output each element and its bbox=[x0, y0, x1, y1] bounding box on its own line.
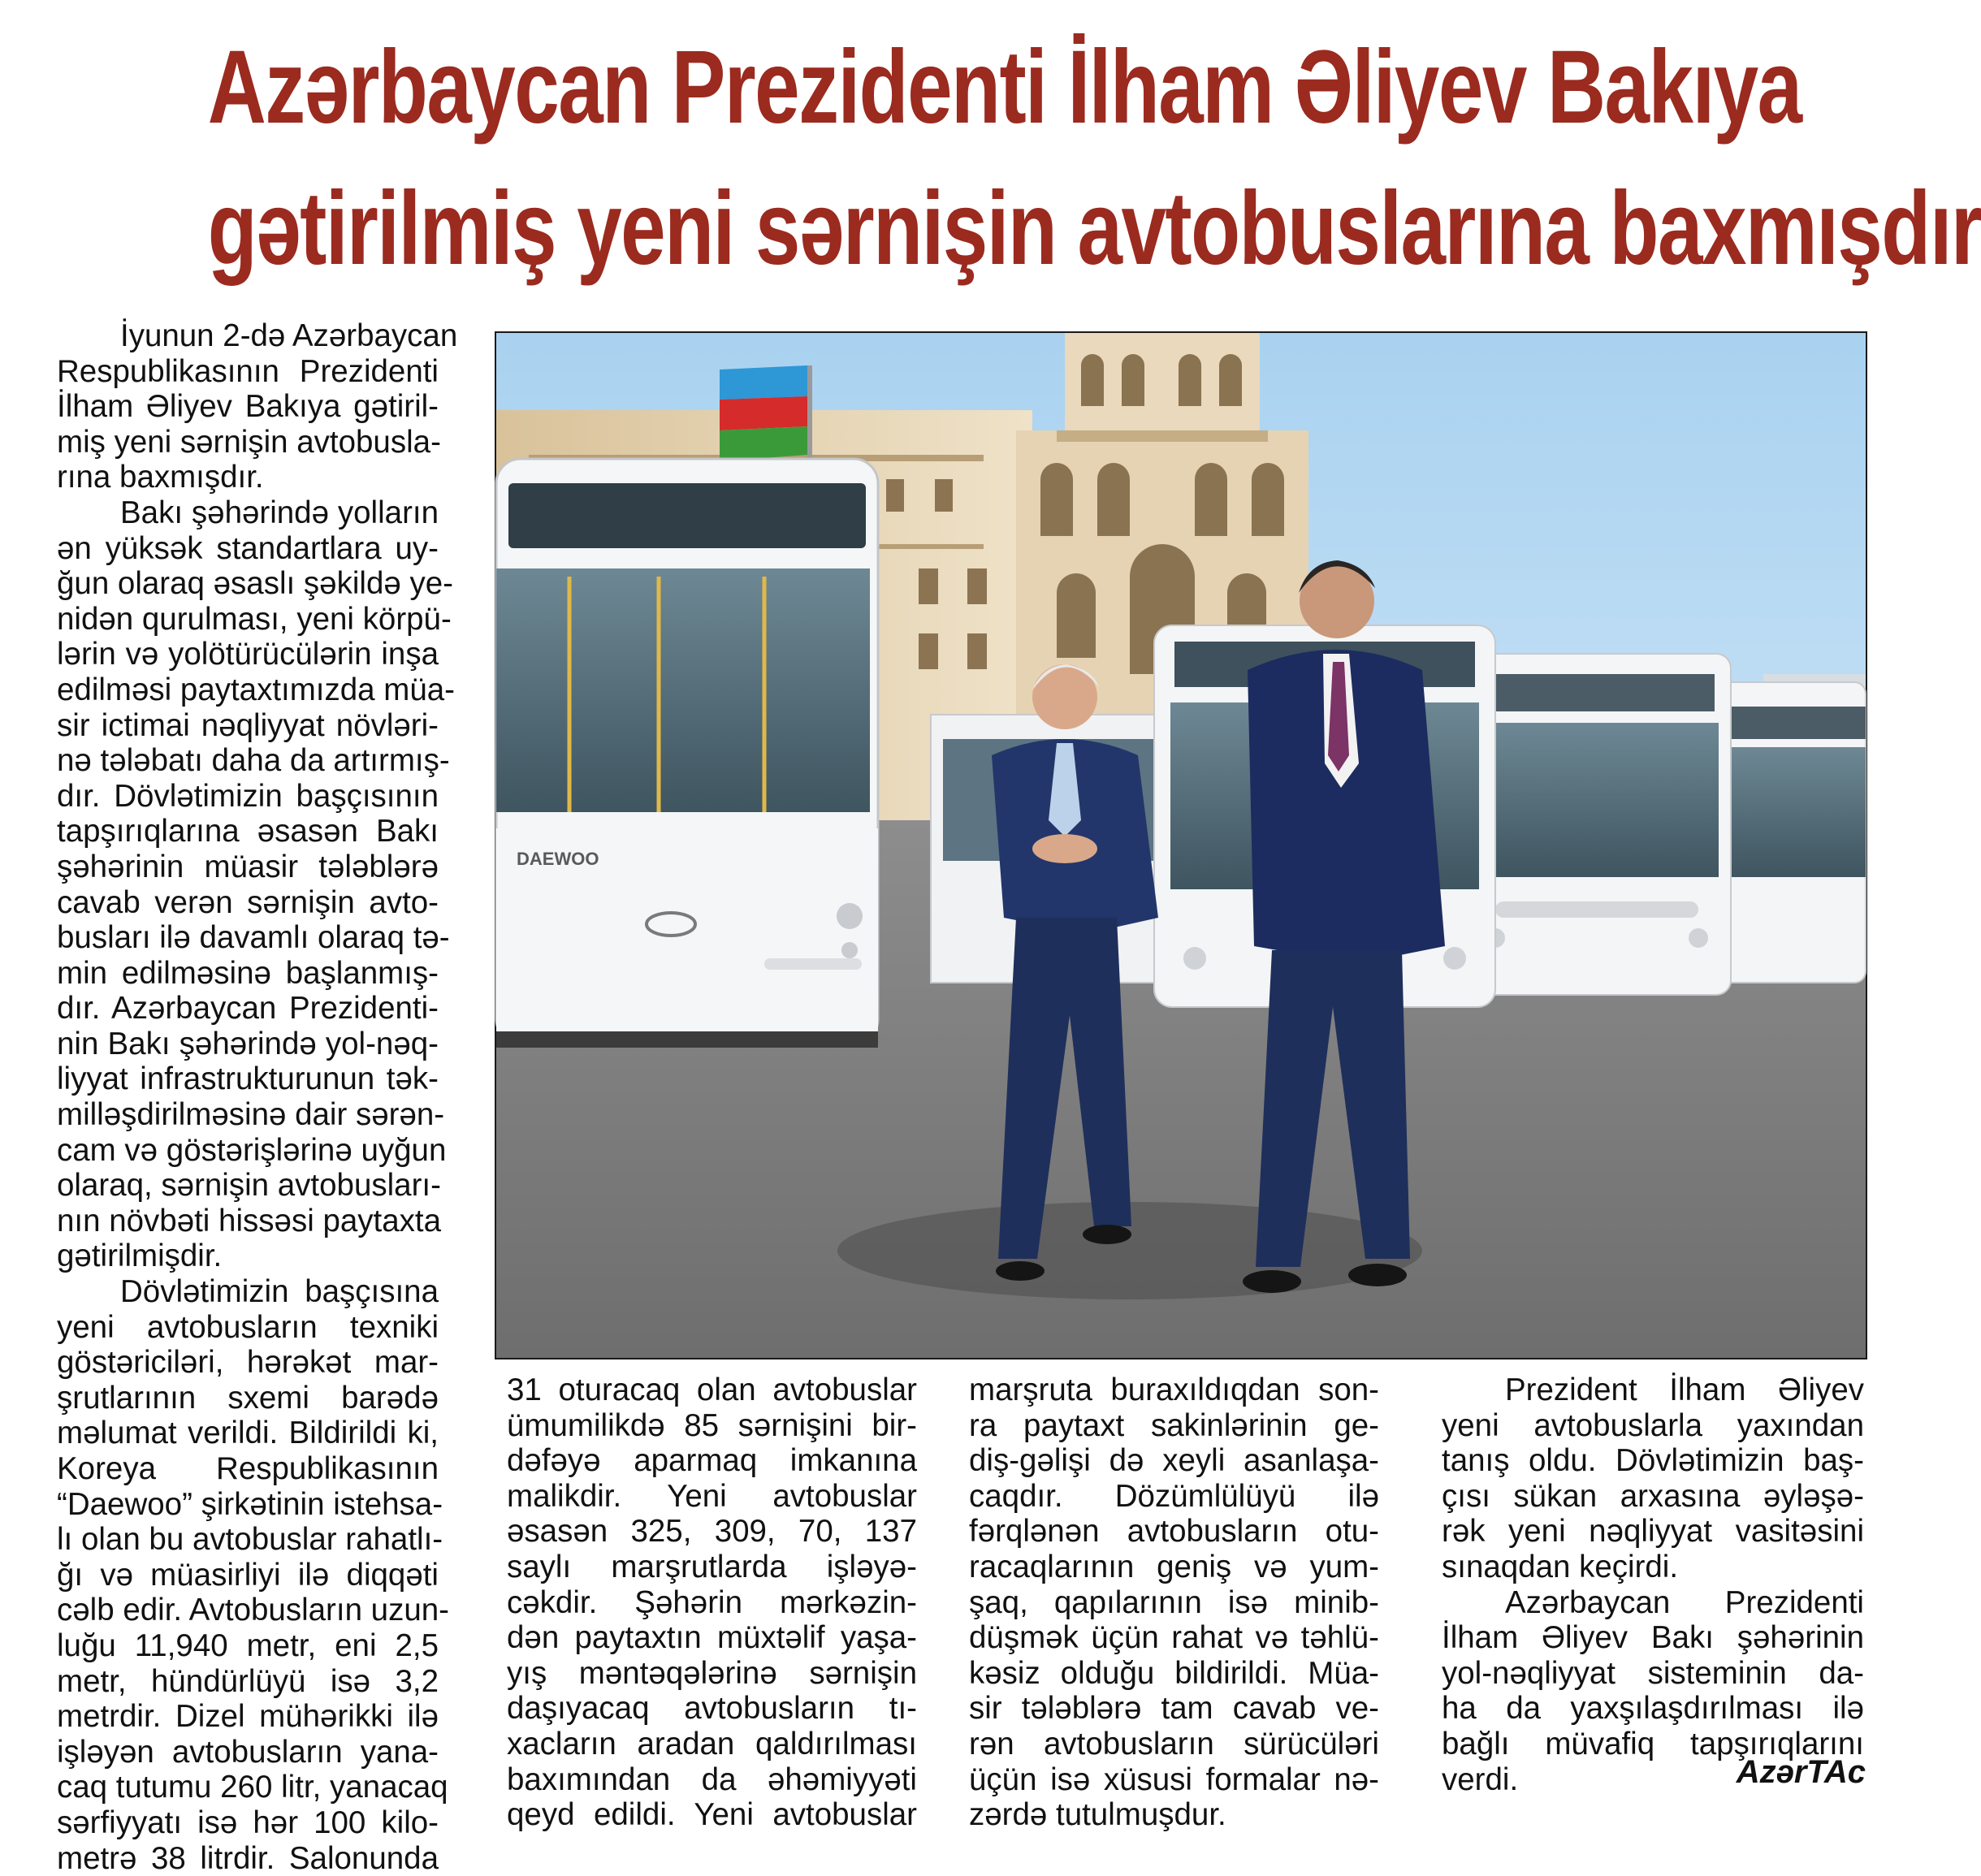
text-line: İyunun 2-də Azərbaycan bbox=[120, 318, 458, 353]
text-line: Azərbaycan Prezidenti bbox=[1505, 1584, 1864, 1620]
text-line: bağlı müvafiq tapşırıqlarını bbox=[1442, 1726, 1864, 1761]
article-column-middle-b bbox=[969, 1372, 1379, 1833]
text-line: cavab verən sərnişin avto- bbox=[57, 884, 439, 920]
text-line: dəfəyə aparmaq imkanına bbox=[507, 1443, 917, 1479]
text-line: cəlb edir. Avtobusların uzun- bbox=[57, 1593, 449, 1628]
text-line: İlham Əliyev Bakı şəhərinin bbox=[1442, 1620, 1864, 1656]
text-line: miş yeni sərnişin avtobusla- bbox=[57, 424, 441, 460]
text-line: Prezident İlham Əliyev bbox=[1505, 1372, 1864, 1407]
text-line: sərfiyyatı isə hər 100 kilo- bbox=[57, 1805, 439, 1840]
text-line: yol-nəqliyyat sisteminin da- bbox=[1442, 1655, 1864, 1691]
text-line: olaraq, sərnişin avtobusları- bbox=[57, 1168, 441, 1204]
text-line: racaqlarının geniş və yum- bbox=[969, 1549, 1379, 1584]
text-line: yeni avtobusların texniki bbox=[57, 1309, 439, 1345]
text-line: şəhərinin müasir tələblərə bbox=[57, 849, 439, 884]
text-line: sir ictimai nəqliyyat növləri- bbox=[57, 707, 439, 743]
text-line: metr, hündürlüyü isə 3,2 bbox=[57, 1663, 439, 1699]
text-line: nidən qurulması, yeni körpü- bbox=[57, 601, 452, 637]
text-line: “Daewoo” şirkətinin istehsa- bbox=[57, 1486, 443, 1522]
text-line: dır. Azərbaycan Prezidenti- bbox=[57, 991, 439, 1027]
text-line: cəkdir. Şəhərin mərkəzin- bbox=[507, 1584, 917, 1620]
text-line: metrdir. Dizel mühərikki ilə bbox=[57, 1699, 439, 1735]
article-column-right bbox=[1442, 1372, 1864, 1797]
text-line: liyyat infrastrukturunun tək- bbox=[57, 1061, 439, 1097]
text-line: tanış oldu. Dövlətimizin baş- bbox=[1442, 1443, 1864, 1479]
text-line: İlham Əliyev Bakıya gətiril- bbox=[57, 389, 439, 425]
article-column-left bbox=[57, 318, 458, 1876]
text-line: caqdır. Dözümlülüyü ilə bbox=[969, 1478, 1379, 1514]
headline-line-1: Azərbaycan Prezidenti İlham Əliyev Bakıya bbox=[207, 29, 1801, 145]
text-line: daşıyacaq avtobusların tı- bbox=[507, 1691, 917, 1727]
text-line: sir tələblərə tam cavab ve- bbox=[969, 1691, 1379, 1727]
text-line: lı olan bu avtobuslar rahatlı- bbox=[57, 1522, 443, 1558]
text-line: baxımından da əhəmiyyəti bbox=[507, 1761, 917, 1797]
text-line: nə tələbatı daha da artırmış- bbox=[57, 743, 450, 779]
text-line: ümumilikdə 85 sərnişini bir- bbox=[507, 1407, 917, 1443]
text-line: yış məntəqələrinə sərnişin bbox=[507, 1655, 917, 1691]
text-line: ən yüksək standartlara uy- bbox=[57, 530, 439, 566]
text-line: xacların aradan qaldırılması bbox=[507, 1726, 917, 1761]
text-line: verdi. bbox=[1442, 1761, 1519, 1797]
text-line: 31 oturacaq olan avtobuslar bbox=[507, 1372, 917, 1407]
text-line: fərqlənən avtobusların otu- bbox=[969, 1514, 1379, 1550]
text-line: zərdə tutulmuşdur. bbox=[969, 1797, 1226, 1833]
text-line: çısı sükan arxasına əyləşə- bbox=[1442, 1478, 1864, 1514]
text-line: Koreya Respublikasının bbox=[57, 1451, 439, 1486]
text-line: cam və göstərişlərinə uyğun bbox=[57, 1132, 447, 1168]
text-line: şrutlarının sxemi barədə bbox=[57, 1380, 439, 1416]
text-line: şaq, qapılarının isə minib- bbox=[969, 1584, 1379, 1620]
text-line: kəsiz olduğu bildirildi. Müa- bbox=[969, 1655, 1379, 1691]
headline-line-2: gətirilmiş yeni sərnişin avtobuslarına baxmışdır bbox=[207, 171, 1981, 287]
photo-illustration bbox=[496, 333, 1866, 1358]
text-line: milləşdirilməsinə dair sərən- bbox=[57, 1097, 445, 1133]
text-line: ğı və müasirliyi ilə diqqəti bbox=[57, 1557, 439, 1593]
text-line: rən avtobusların sürücüləri bbox=[969, 1726, 1379, 1761]
text-line: saylı marşrutlarda işləyə- bbox=[507, 1549, 917, 1584]
text-line: göstəriciləri, hərəkət mar- bbox=[57, 1345, 439, 1381]
text-line: lərin və yolötürücülərin inşa bbox=[57, 637, 439, 672]
text-line: Respublikasının Prezidenti bbox=[57, 353, 439, 389]
article-column-middle-a bbox=[507, 1372, 917, 1833]
text-line: metrə 38 litrdir. Salonunda bbox=[57, 1840, 439, 1876]
text-line: nın növbəti hissəsi paytaxta bbox=[57, 1203, 441, 1238]
text-line: işləyən avtobusların yana- bbox=[57, 1734, 439, 1770]
text-line: məlumat verildi. Bildirildi ki, bbox=[57, 1416, 439, 1451]
text-line: ha da yaxşılaşdırılması ilə bbox=[1442, 1691, 1864, 1727]
text-line: üçün isə xüsusi formalar nə- bbox=[969, 1761, 1379, 1797]
text-line: düşmək üçün rahat və təhlü- bbox=[969, 1620, 1379, 1656]
text-line: marşruta buraxıldıqdan son- bbox=[969, 1372, 1379, 1407]
news-photo bbox=[495, 331, 1867, 1359]
text-line: Bakı şəhərində yolların bbox=[120, 495, 439, 530]
text-line: edilməsi paytaxtımızda müa- bbox=[57, 672, 455, 707]
text-line: min edilməsinə başlanmış- bbox=[57, 955, 439, 991]
text-line: Dövlətimizin başçısına bbox=[120, 1274, 439, 1310]
bus-badge: DAEWOO bbox=[517, 849, 599, 869]
text-line: luğu 11,940 metr, eni 2,5 bbox=[57, 1627, 439, 1663]
text-line: ra paytaxt sakinlərinin ge- bbox=[969, 1407, 1379, 1443]
text-line: ğun olaraq əsaslı şəkildə ye- bbox=[57, 566, 453, 602]
text-line: dır. Dövlətimizin başçısının bbox=[57, 778, 439, 814]
text-line: əsasən 325, 309, 70, 137 bbox=[507, 1514, 917, 1550]
text-line: qeyd edildi. Yeni avtobuslar bbox=[507, 1797, 917, 1833]
text-line: gətirilmişdir. bbox=[57, 1238, 223, 1274]
text-line: busları ilə davamlı olaraq tə- bbox=[57, 920, 450, 956]
text-line: malikdir. Yeni avtobuslar bbox=[507, 1478, 917, 1514]
text-line: nin Bakı şəhərində yol-nəq- bbox=[57, 1026, 439, 1061]
text-line: diş-gəlişi də xeyli asanlaşa- bbox=[969, 1443, 1379, 1479]
text-line: yeni avtobuslarla yaxından bbox=[1442, 1407, 1864, 1443]
text-line: caq tutumu 260 litr, yanacaq bbox=[57, 1770, 448, 1805]
text-line: tapşırıqlarına əsasən Bakı bbox=[57, 814, 439, 849]
text-line: dən paytaxtın müxtəlif yaşa- bbox=[507, 1620, 917, 1656]
text-line: rək yeni nəqliyyat vasitəsini bbox=[1442, 1514, 1864, 1550]
text-line: sınaqdan keçirdi. bbox=[1442, 1549, 1679, 1584]
agency-credit: AzərTAc bbox=[1736, 1754, 1866, 1790]
text-line: rına baxmışdır. bbox=[57, 460, 264, 495]
